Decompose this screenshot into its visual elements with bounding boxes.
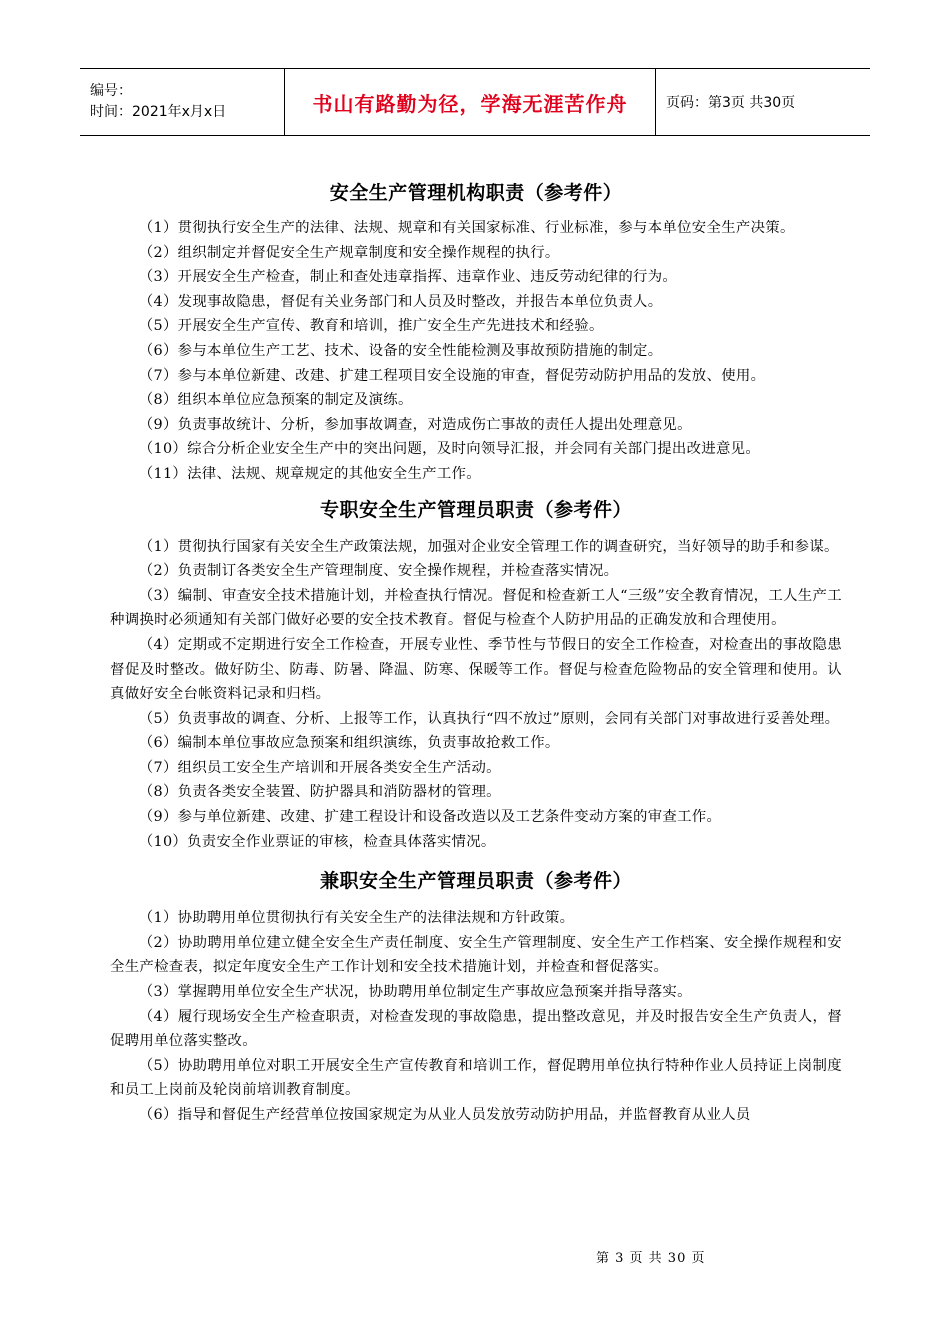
header-info [80, 69, 284, 135]
list-item: （6）参与本单位生产工艺、技术、设备的安全性能检测及事故预防措施的制定。 [138, 342, 663, 359]
list-item: （5）负责事故的调查、分析、上报等工作，认真执行“四不放过”原则，会同有关部门对事故进行妥善处理。 [138, 710, 840, 727]
list-item: （11）法律、法规、规章规定的其他安全生产工作。 [138, 465, 481, 482]
list-item: （5）开展安全生产宣传、教育和培训，推广安全生产先进技术和经验。 [138, 318, 604, 335]
list-item: （3）开展安全生产检查，制止和查处违章指挥、违章作业、违反劳动纪律的行为。 [138, 269, 678, 286]
header-page-cell [656, 69, 870, 135]
list-item: （4）定期或不定期进行安全工作检查，开展专业性、季节性与节假日的安全工作检查，对检查出的事故隐患督促及时整改。做好防尘、防毒、防暑、降温、防寒、保暖等工作。督促与检查危险物品的安全管理和使用。认真做好安全台帐资料记录和归档。 [110, 636, 842, 703]
list-item: （9）参与单位新建、改建、扩建工程设计和设备改造以及工艺条件变动方案的审查工作。 [138, 809, 722, 826]
section-title: 安全生产管理机构职责（参考件） [329, 182, 623, 204]
list-item: （2）组织制定并督促安全生产规章制度和安全操作规程的执行。 [138, 244, 560, 261]
page-number: 页码：第3页 共30页 [666, 95, 796, 111]
section-parttime-officer-duties [110, 864, 842, 1127]
list-item: （10）综合分析企业安全生产中的突出问题，及时向领导汇报，并会同有关部门提出改进意见。 [138, 441, 761, 458]
list-item: （1）贯彻执行安全生产的法律、法规、规章和有关国家标准、行业标准，参与本单位安全生产决策。 [138, 220, 795, 236]
list-item: （6）指导和督促生产经营单位按国家规定为从业人员发放劳动防护用品，并监督教育从业人员 [138, 1107, 751, 1123]
list-item: （6）编制本单位事故应急预案和组织演练，负责事故抢救工作。 [138, 735, 560, 752]
list-item: （3）掌握聘用单位安全生产状况，协助聘用单位制定生产事故应急预案并指导落实。 [138, 984, 692, 1001]
list-item: （1）协助聘用单位贯彻执行有关安全生产的法律法规和方针政策。 [138, 910, 575, 927]
document-body [110, 176, 842, 1128]
list-item: （3）编制、审查安全技术措施计划，并检查执行情况。督促和检查新工人“三级”安全教育情况，工人生产工种调换时必须通知有关部门做好必要的安全技术教育。督促与检查个人防护用品的正确发放和合理使用。 [110, 587, 842, 629]
section-title: 兼职安全生产管理员职责（参考件） [319, 870, 632, 893]
header-motto-cell [284, 69, 656, 135]
section-agency-duties [110, 176, 842, 487]
section-title: 专职安全生产管理员职责（参考件） [319, 498, 632, 521]
list-item: （8）组织本单位应急预案的制定及演练。 [138, 392, 413, 409]
page-footer: 第 3 页 共 30 页 [596, 1251, 706, 1266]
header-table [80, 68, 870, 136]
document-date: 时间：2021年x月x日 [90, 104, 227, 120]
list-item: （7）参与本单位新建、改建、扩建工程项目安全设施的审查，督促劳动防护用品的发放、使用。 [138, 367, 766, 384]
list-item: （7）组织员工安全生产培训和开展各类安全生产活动。 [138, 759, 501, 776]
list-item: （10）负责安全作业票证的审核，检查具体落实情况。 [138, 833, 496, 850]
list-item: （1）贯彻执行国家有关安全生产政策法规，加强对企业安全管理工作的调查研究，当好领导的助手和参谋。 [138, 538, 839, 555]
list-item: （4）发现事故隐患，督促有关业务部门和人员及时整改，并报告本单位负责人。 [138, 293, 663, 310]
list-item: （5）协助聘用单位对职工开展安全生产宣传教育和培训工作，督促聘用单位执行特种作业人员持证上岗制度和员工上岗前及轮岗前培训教育制度。 [110, 1057, 842, 1099]
list-item: （9）负责事故统计、分析，参加事故调查，对造成伤亡事故的责任人提出处理意见。 [138, 416, 692, 433]
list-item: （4）履行现场安全生产检查职责，对检查发现的事故隐患，提出整改意见，并及时报告安全生产负责人，督促聘用单位落实整改。 [110, 1008, 842, 1050]
list-item: （8）负责各类安全装置、防护器具和消防器材的管理。 [138, 784, 501, 801]
list-item: （2）协助聘用单位建立健全安全生产责任制度、安全生产管理制度、安全生产工作档案、安全操作规程和安全生产检查表，拟定年度安全生产工作计划和安全技术措施计划，并检查和督促落实。 [110, 934, 842, 976]
motto: 书山有路勤为径，学海无涯苦作舟 [312, 91, 628, 116]
list-item: （2）负责制订各类安全生产管理制度、安全操作规程，并检查落实情况。 [138, 563, 619, 580]
document-number: 编号： [90, 83, 132, 99]
section-fulltime-officer-duties [110, 493, 842, 855]
